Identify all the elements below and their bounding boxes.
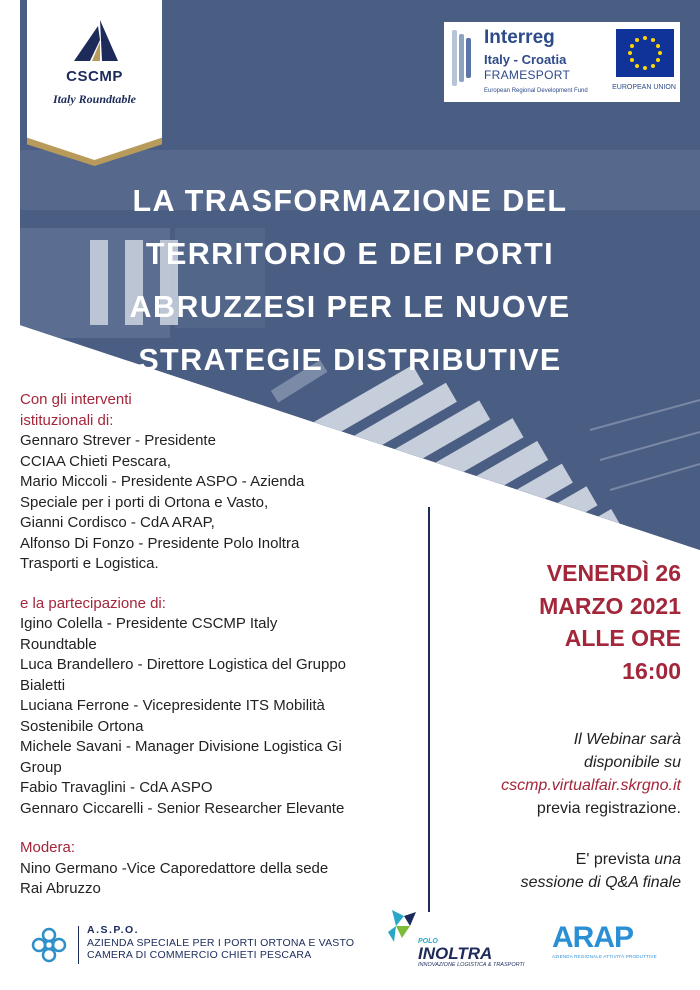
arap-name: ARAP <box>552 921 634 954</box>
aspo-knot-icon <box>28 924 70 966</box>
speaker-line: Alfonso Di Fonzo - Presidente Polo Inoltra <box>20 534 300 552</box>
aspo-name: A.S.P.O. <box>87 924 140 936</box>
cscmp-triangle-icon <box>70 18 120 63</box>
speaker-line: Bialetti <box>20 676 66 694</box>
eu-label: EUROPEAN UNION <box>612 84 676 91</box>
polo-inoltra-pieces-icon <box>386 908 422 948</box>
webinar-line-4: previa registrazione. <box>536 800 681 817</box>
interreg-stripes-icon <box>452 30 474 86</box>
polo-inoltra-logo <box>418 938 525 968</box>
speaker-line: Michele Savani - Manager Divisione Logistica Gi <box>20 738 342 755</box>
moderator-label: Modera: <box>20 839 76 856</box>
speaker-line: Luciana Ferrone - Vicepresidente ITS Mobilità <box>20 697 325 714</box>
interreg-project: FRAMESPORT <box>484 68 571 82</box>
aspo-line-1: AZIENDA SPECIALE PER I PORTI ORTONA E VASTO <box>87 936 355 949</box>
interreg-logo <box>444 22 680 102</box>
speaker-line: Luca Brandellero - Direttore Logistica del Gruppo <box>20 656 347 673</box>
speaker-line: CCIAA Chieti Pescara, <box>20 452 171 470</box>
participation-label: e la partecipazione di: <box>20 594 166 612</box>
arap-logo <box>552 922 672 959</box>
speaker-line: Speciale per i porti di Ortona e Vasto, <box>20 493 269 511</box>
institutional-label-2: istituzionali di: <box>20 411 114 429</box>
aspo-line-2: CAMERA DI COMMERCIO CHIETI PESCARA <box>87 949 312 961</box>
polo-tagline: INNOVAZIONE LOGISTICA & TRASPORTI <box>418 962 525 968</box>
eu-flag-icon <box>616 29 674 77</box>
qa-info <box>430 848 681 894</box>
arap-subtitle: AZIENDA REGIONALE ATTIVITÀ PRODUTTIVE <box>552 954 657 959</box>
speaker-line: Gennaro Strever - Presidente <box>20 432 216 449</box>
polo-small: POLO <box>418 938 438 945</box>
event-date-line-1: VENERDÌ 26 <box>546 560 681 586</box>
speaker-line: Fabio Travaglini - CdA ASPO <box>20 779 213 796</box>
interreg-name: Interreg <box>484 27 555 48</box>
speaker-line: Gennaro Ciccarelli - Senior Researcher Elevante <box>20 799 345 817</box>
cscmp-subtitle: Italy Roundtable <box>52 92 136 106</box>
speaker-line: Gianni Cordisco - CdA ARAP, <box>20 514 215 531</box>
speaker-line: Sostenibile Ortona <box>20 717 144 735</box>
speaker-line: Trasporti e Logistica. <box>20 555 159 572</box>
event-date-line-3: ALLE ORE <box>564 625 681 651</box>
title-line-3: ABRUZZESI PER LE NUOVE <box>129 290 571 324</box>
aspo-separator <box>78 926 79 964</box>
webinar-url-link[interactable]: cscmp.virtualfair.skrgno.it <box>501 777 681 794</box>
cscmp-name: CSCMP <box>66 68 123 85</box>
moderator-line-1: Nino Germano -Vice Caporedattore della sede <box>20 859 329 877</box>
title-line-2: TERRITORIO E DEI PORTI <box>145 237 555 271</box>
qa-line-2: sessione di Q&A finale <box>520 874 681 891</box>
event-date-line-2: MARZO 2021 <box>539 592 681 619</box>
aspo-logo <box>87 924 354 962</box>
moderator-line-2: Rai Abruzzo <box>20 880 101 897</box>
webinar-info <box>430 728 681 820</box>
speaker-line: Group <box>20 758 62 776</box>
main-title <box>40 175 660 387</box>
title-line-1: LA TRASFORMAZIONE DEL <box>132 184 568 218</box>
webinar-line-2: disponibile su <box>584 754 681 771</box>
speaker-line: Mario Miccoli - Presidente ASPO - Azienda <box>20 473 305 490</box>
webinar-line-1: Il Webinar sarà <box>573 731 681 748</box>
speaker-line: Roundtable <box>20 635 97 653</box>
speakers-column <box>20 390 420 900</box>
event-date <box>440 557 681 687</box>
speaker-line: Igino Colella - Presidente CSCMP Italy <box>20 615 278 632</box>
qa-prefix: E' prevista <box>575 851 655 868</box>
institutional-label-1: Con gli interventi <box>20 391 132 408</box>
title-line-4: STRATEGIE DISTRIBUTIVE <box>138 343 562 377</box>
polo-big: INOLTRA <box>418 944 493 963</box>
event-time: 16:00 <box>622 657 681 684</box>
qa-italic: una <box>654 851 681 868</box>
interreg-fund: European Regional Development Fund <box>484 88 588 94</box>
interreg-region: Italy - Croatia <box>484 52 567 67</box>
